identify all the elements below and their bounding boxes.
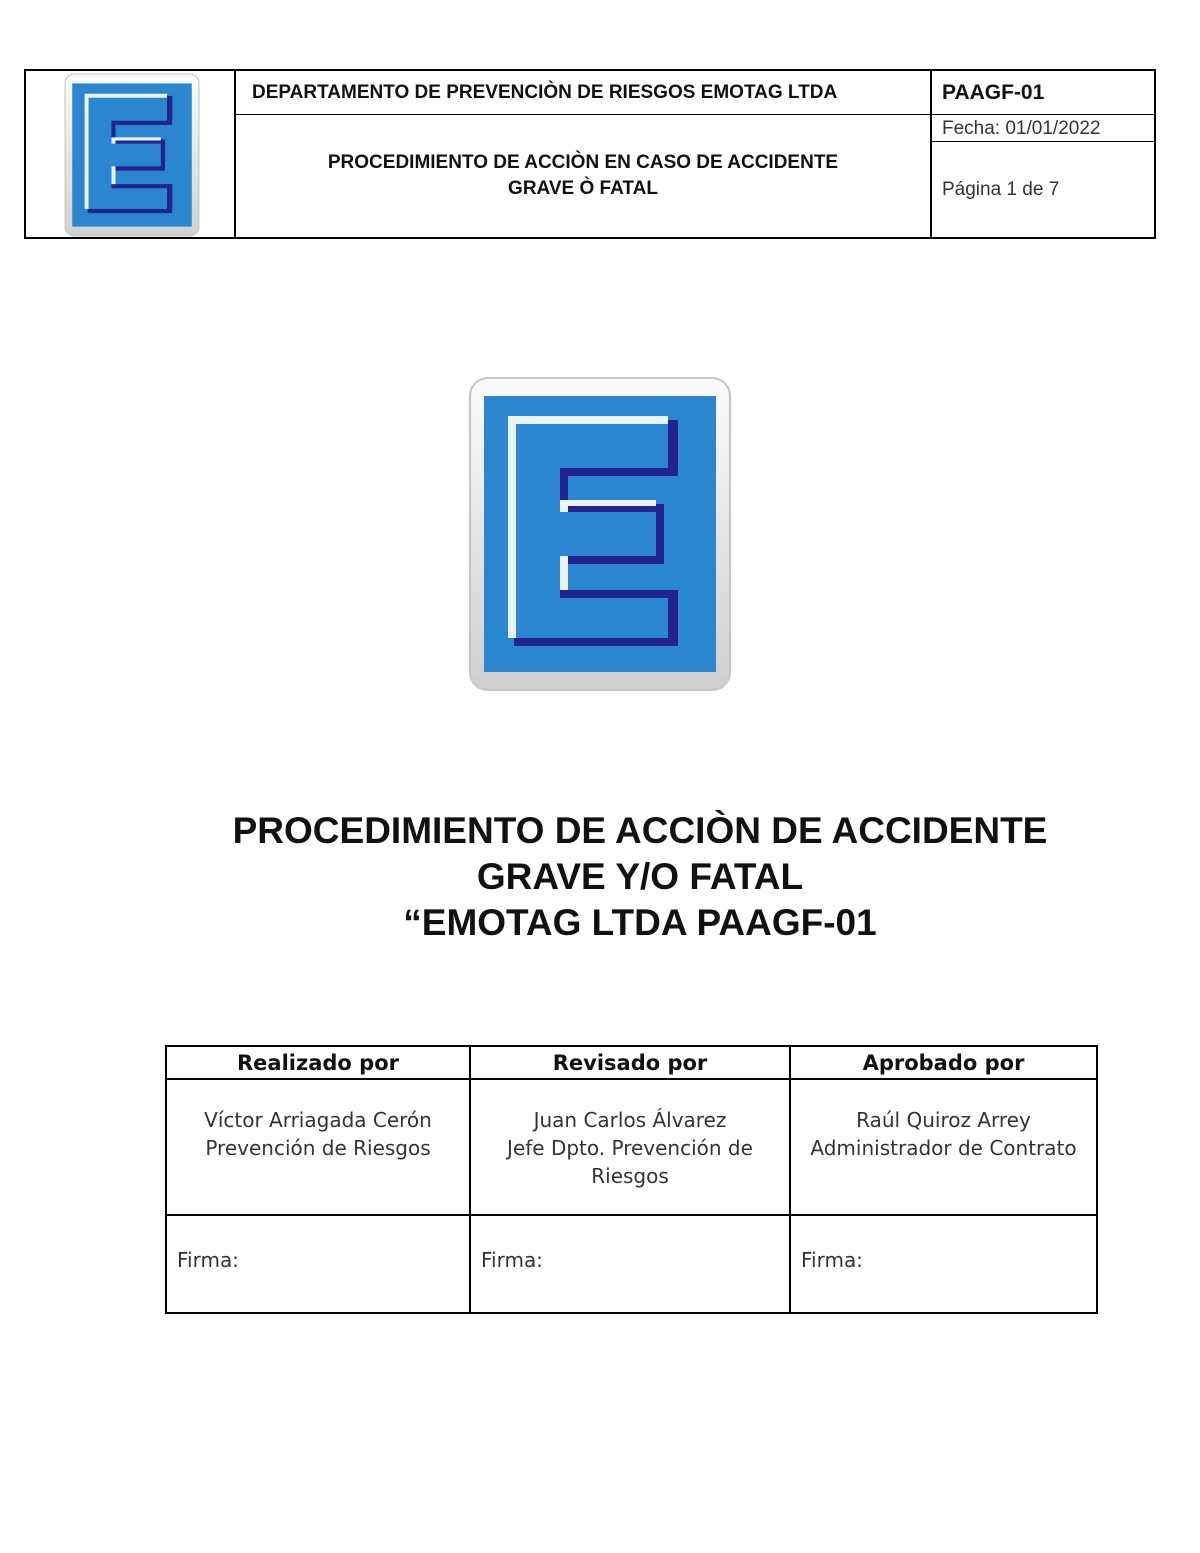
approvals-header-row	[166, 1046, 1097, 1079]
column-header-made-by: Realizado por	[166, 1046, 470, 1079]
signature-field-made-by[interactable]: Firma:	[166, 1215, 470, 1313]
procedure-name-line2: GRAVE Ò FATAL	[508, 178, 658, 199]
person-role: Prevención de Riesgos	[205, 1136, 431, 1160]
person-role: Jefe Dpto. Prevención de Riesgos	[507, 1136, 753, 1188]
approvals-signature-row	[166, 1215, 1097, 1313]
emotag-large-logo-icon	[468, 376, 732, 692]
document-code: PAAGF-01	[932, 71, 1154, 115]
document-header	[24, 69, 1156, 239]
department-name: DEPARTAMENTO DE PREVENCIÒN DE RIESGOS EMOTAG LTDA	[236, 71, 930, 115]
column-header-reviewed-by: Revisado por	[470, 1046, 790, 1079]
title-line1: PROCEDIMIENTO DE ACCIÒN DE ACCIDENTE	[232, 810, 1048, 851]
person-name: Raúl Quiroz Arrey	[856, 1108, 1031, 1132]
procedure-name-line1: PROCEDIMIENTO DE ACCIÒN EN CASO DE ACCIDENTE	[327, 152, 839, 173]
header-meta-cell	[932, 71, 1154, 237]
person-name: Víctor Arriagada Cerón	[204, 1108, 432, 1132]
approvals-table	[165, 1045, 1098, 1314]
title-line2: GRAVE Y/O FATAL	[476, 856, 804, 897]
approved-by-cell	[790, 1079, 1097, 1215]
signature-field-approved-by[interactable]: Firma:	[790, 1215, 1097, 1313]
approvals-people-row	[166, 1079, 1097, 1215]
header-title-cell	[236, 71, 932, 237]
signature-field-reviewed-by[interactable]: Firma:	[470, 1215, 790, 1313]
emotag-logo-icon	[64, 73, 200, 237]
document-title	[140, 808, 1140, 946]
person-name: Juan Carlos Álvarez	[533, 1108, 727, 1132]
made-by-cell	[166, 1079, 470, 1215]
title-line3: “EMOTAG LTDA PAAGF-01	[403, 902, 877, 943]
page-number: Página 1 de 7	[942, 179, 1060, 200]
column-header-approved-by: Aprobado por	[790, 1046, 1097, 1079]
header-logo-cell	[26, 71, 236, 237]
reviewed-by-cell	[470, 1079, 790, 1215]
procedure-name	[236, 115, 930, 237]
document-date: Fecha: 01/01/2022	[932, 115, 1154, 142]
person-role: Administrador de Contrato	[810, 1136, 1077, 1160]
